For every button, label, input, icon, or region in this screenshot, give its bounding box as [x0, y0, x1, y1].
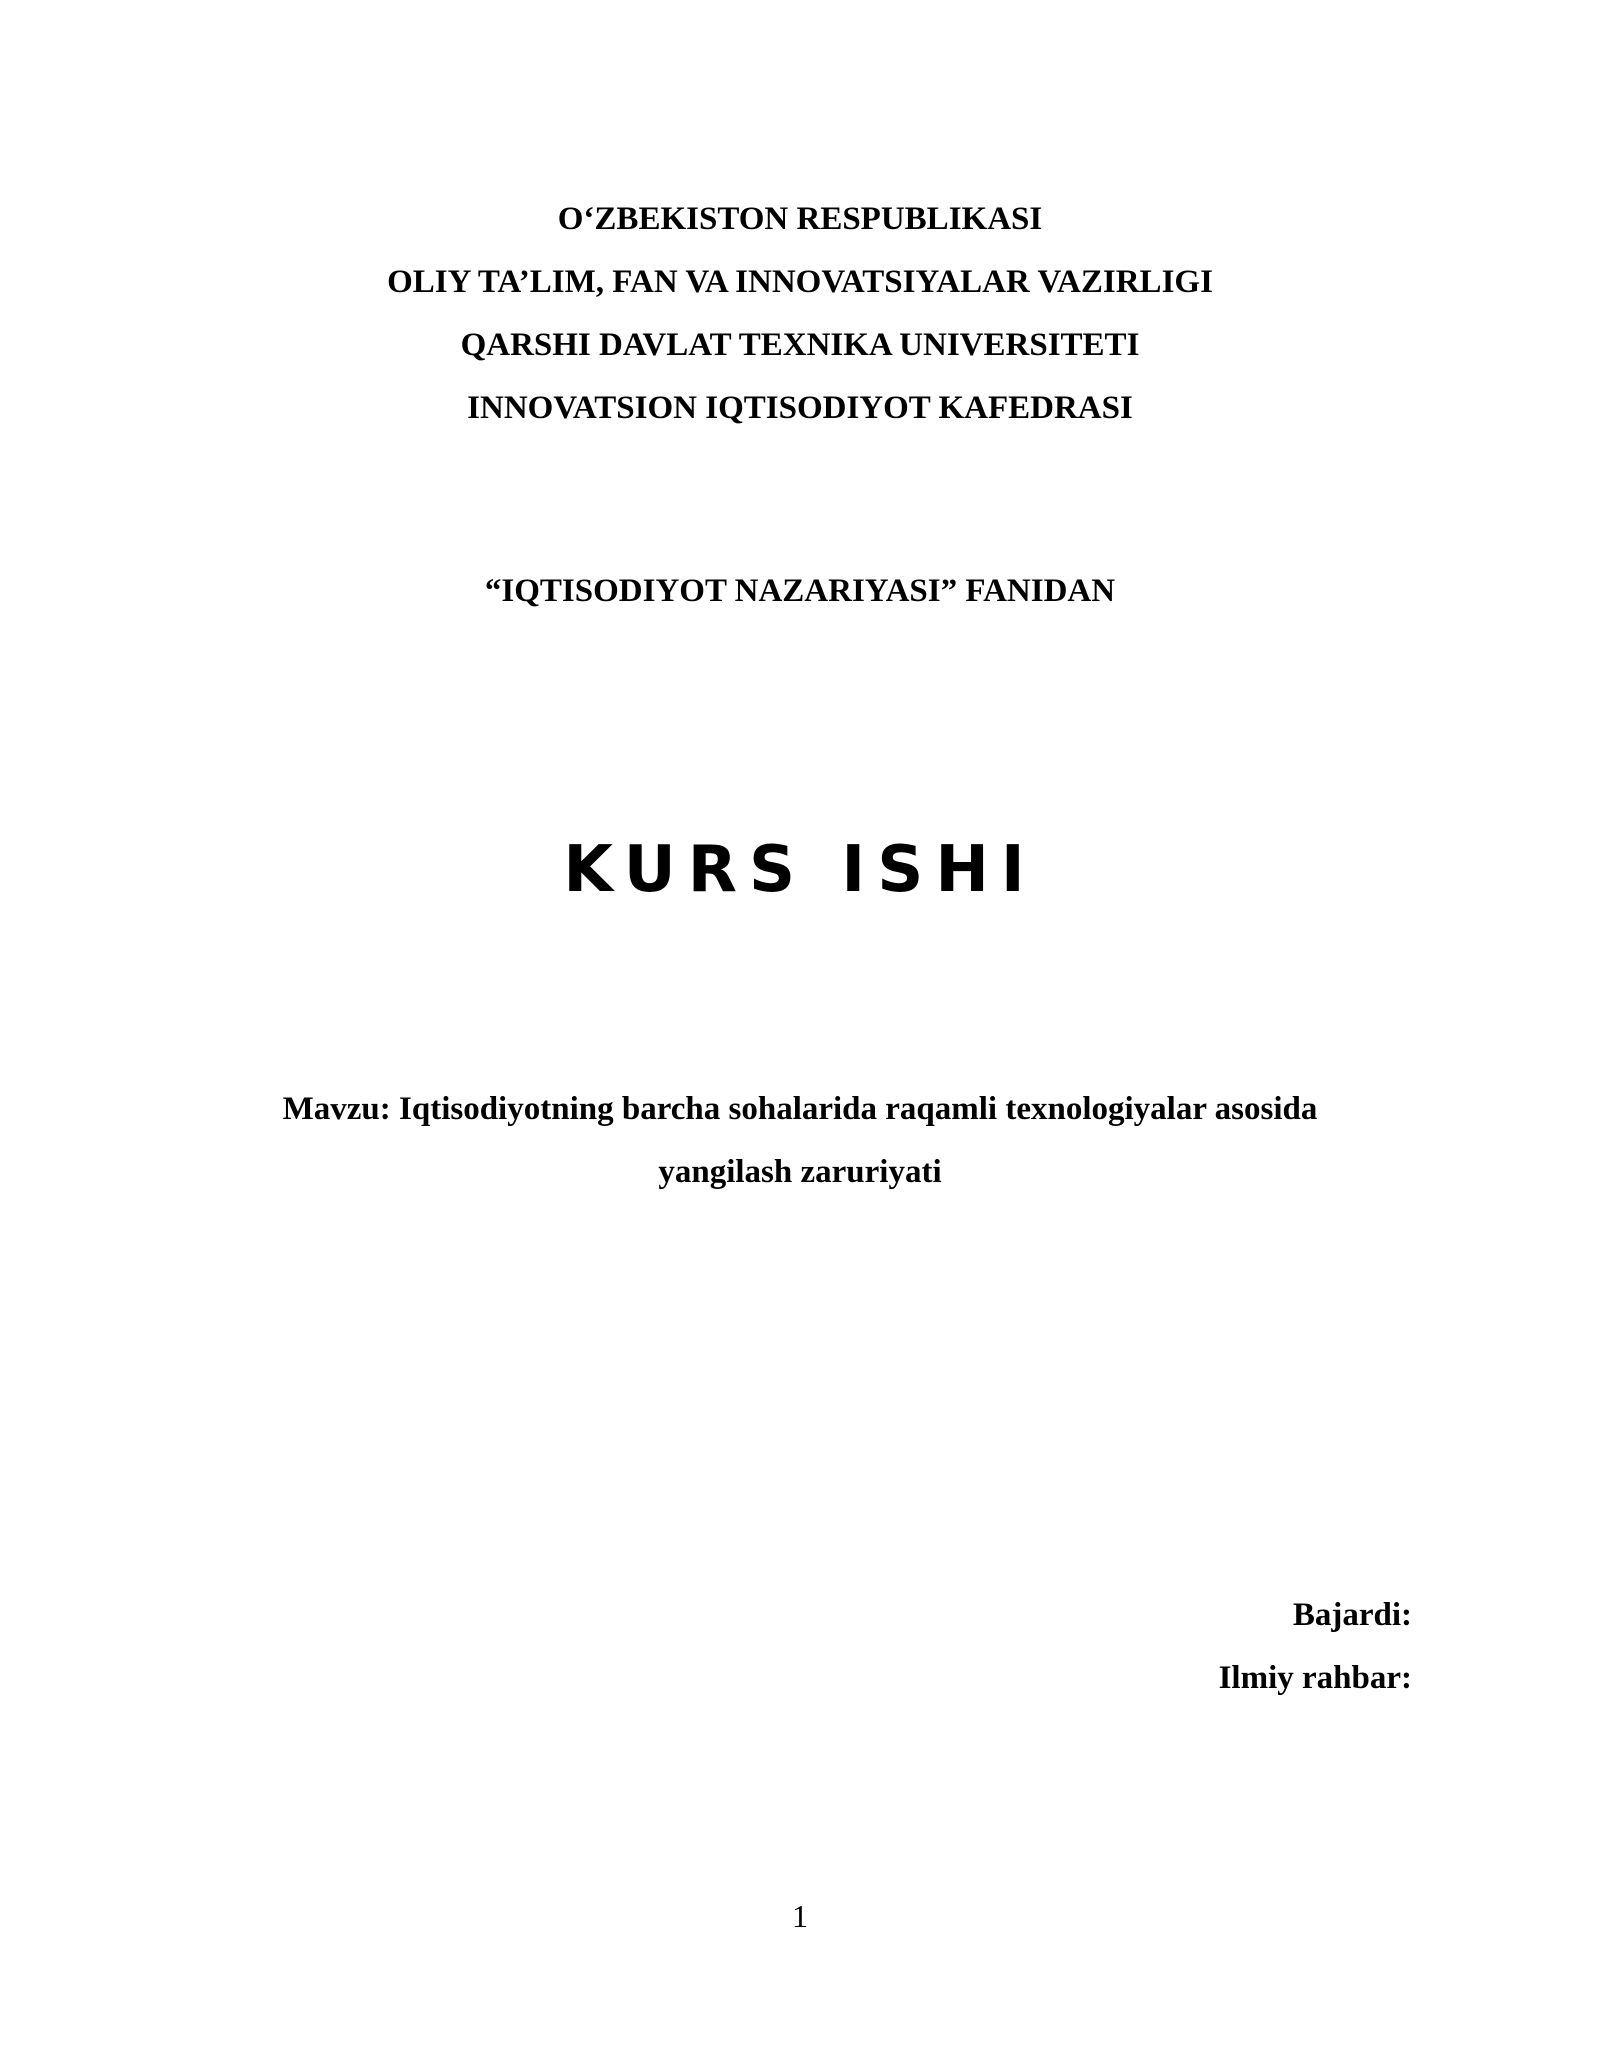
ministry-line: OLIY TA’LIM, FAN VA INNOVATSIYALAR VAZIRLIGI	[387, 264, 1213, 300]
page-number: 1	[792, 1898, 808, 1934]
topic-line-1: Mavzu: Iqtisodiyotning barcha sohalarida raqamli texnologiyalar asosida	[282, 1091, 1318, 1127]
country-line: O‘ZBEKISTON RESPUBLIKASI	[557, 201, 1043, 237]
performer-label: Bajardi:	[1292, 1597, 1412, 1633]
signature-block	[1219, 1584, 1412, 1710]
university-line: QARSHI DAVLAT TEXNIKA UNIVERSITETI	[460, 327, 1140, 363]
supervisor-label: Ilmiy rahbar:	[1218, 1660, 1412, 1696]
topic-block	[200, 1078, 1400, 1204]
institution-header	[0, 188, 1600, 440]
department-line: INNOVATSION IQTISODIYOT KAFEDRASI	[467, 390, 1133, 426]
course-subject: “IQTISODIYOT NAZARIYASI” FANIDAN	[484, 573, 1116, 609]
document-title: KURS ISHI	[563, 833, 1037, 907]
topic-line-2: yangilash zaruriyati	[658, 1154, 942, 1190]
